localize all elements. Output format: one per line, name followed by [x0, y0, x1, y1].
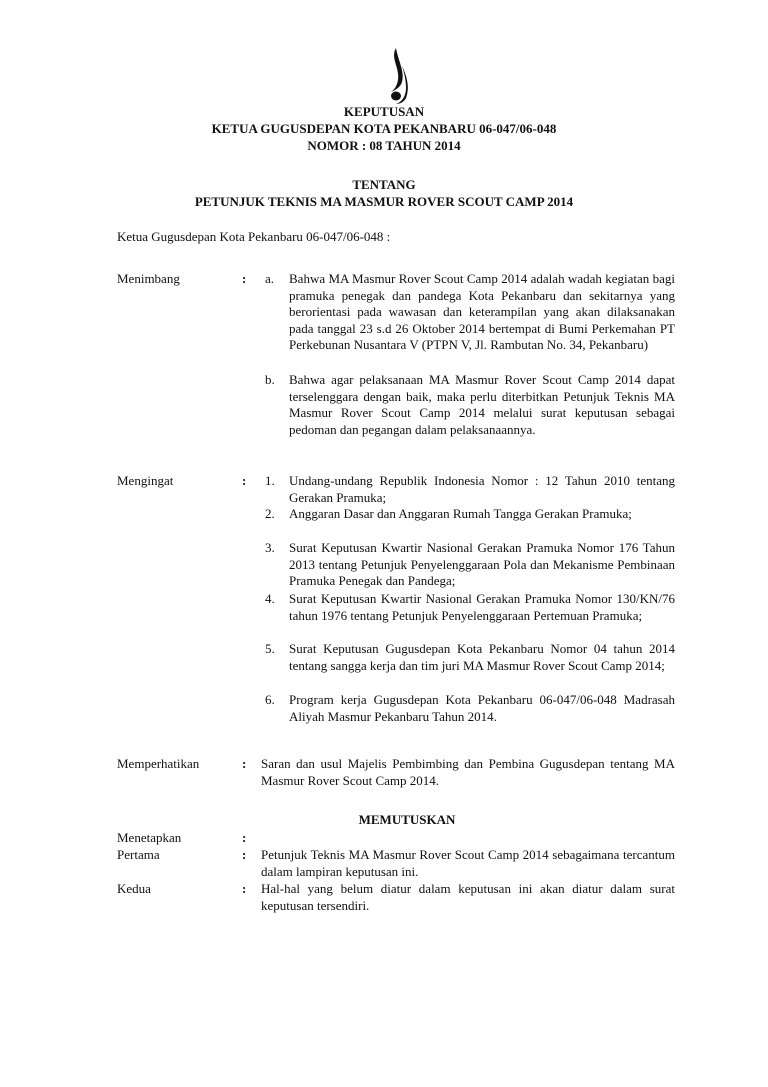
list-item-text: Surat Keputusan Gugusdepan Kota Pekanbaru Nomor 04 tahun 2014 tentang sangga kerja dan tim juri MA Masmur Rover Scout Camp 2014;	[289, 641, 675, 673]
colon: :	[242, 881, 247, 896]
list-item-text: Surat Keputusan Kwartir Nasional Gerakan Pramuka Nomor 130/KN/76 tahun 1976 tentang Petunjuk Penyelenggaraan Pertemuan Pramuka;	[289, 591, 675, 623]
list-item-text: Undang-undang Republik Indonesia Nomor : 12 Tahun 2010 tentang Gerakan Pramuka;	[289, 473, 675, 505]
list-marker: 5.	[265, 641, 275, 656]
section-label: Memperhatikan	[117, 756, 200, 771]
section-text: Hal-hal yang belum diatur dalam keputusan ini akan diatur dalam surat keputusan tersendiri.	[261, 881, 675, 913]
list-marker: 6.	[265, 692, 275, 707]
list-item-text: Anggaran Dasar dan Anggaran Rumah Tangga Gerakan Pramuka;	[289, 506, 632, 521]
list-item-text: Surat Keputusan Kwartir Nasional Gerakan Pramuka Nomor 176 Tahun 2013 tentang Petunjuk Penyelenggaraan Pola dan Mekanisme Pembinaan Pramuka Penegak dan Pandega;	[289, 540, 675, 588]
list-marker: 4.	[265, 591, 275, 606]
pramuka-tunas-kelapa-icon	[388, 46, 414, 106]
decree-issuer: KETUA GUGUSDEPAN KOTA PEKANBARU 06-047/06-048	[211, 121, 557, 136]
list-marker: a.	[265, 271, 275, 286]
colon: :	[242, 756, 247, 771]
section-text: Petunjuk Teknis MA Masmur Rover Scout Camp 2014 sebagaimana tercantum dalam lampiran keputusan ini.	[261, 847, 675, 879]
section-label: Menimbang	[117, 271, 180, 286]
list-marker: 1.	[265, 473, 275, 488]
list-marker: 3.	[265, 540, 275, 555]
section-label: Menetapkan	[117, 830, 182, 845]
section-label: Pertama	[117, 847, 160, 862]
opening-statement: Ketua Gugusdepan Kota Pekanbaru 06-047/06-048 :	[117, 229, 391, 244]
colon: :	[242, 847, 247, 862]
memutuskan-heading: MEMUTUSKAN	[358, 812, 456, 827]
list-item-text: Bahwa MA Masmur Rover Scout Camp 2014 adalah wadah kegiatan bagi pramuka penegak dan pandega Kota Pekanbaru dan sekitarnya yang berorientasi pada wawasan dan keterampilan yang akan dilaksanakan pada tanggal 23 s.d 26 Oktober 2014 bertempat di Bumi Perkemahan PT Perkebunan Nusantara V (PTPN V, Jl. Rambutan No. 34, Pekanbaru)	[289, 271, 675, 352]
decree-subject: PETUNJUK TEKNIS MA MASMUR ROVER SCOUT CAMP 2014	[194, 194, 574, 209]
section-label: Mengingat	[117, 473, 174, 488]
decree-about: TENTANG	[352, 177, 416, 192]
section-label: Kedua	[117, 881, 151, 896]
colon: :	[242, 830, 247, 845]
list-marker: 2.	[265, 506, 275, 521]
list-item-text: Bahwa agar pelaksanaan MA Masmur Rover Scout Camp 2014 dapat terselenggara dengan baik, maka perlu diterbitkan Petunjuk Teknis MA Masmur Rover Scout Camp 2014 melalui surat keputusan sebagai pedoman dan pegangan dalam pelaksanaannya.	[289, 372, 675, 437]
decree-title: KEPUTUSAN	[343, 104, 425, 119]
decree-number: NOMOR : 08 TAHUN 2014	[307, 138, 461, 153]
colon: :	[242, 271, 247, 286]
section-text: Saran dan usul Majelis Pembimbing dan Pembina Gugusdepan tentang MA Masmur Rover Scout Camp 2014.	[261, 756, 675, 788]
list-item-text: Program kerja Gugusdepan Kota Pekanbaru 06-047/06-048 Madrasah Aliyah Masmur Pekanbaru Tahun 2014.	[289, 692, 675, 724]
list-marker: b.	[265, 372, 275, 387]
colon: :	[242, 473, 247, 488]
